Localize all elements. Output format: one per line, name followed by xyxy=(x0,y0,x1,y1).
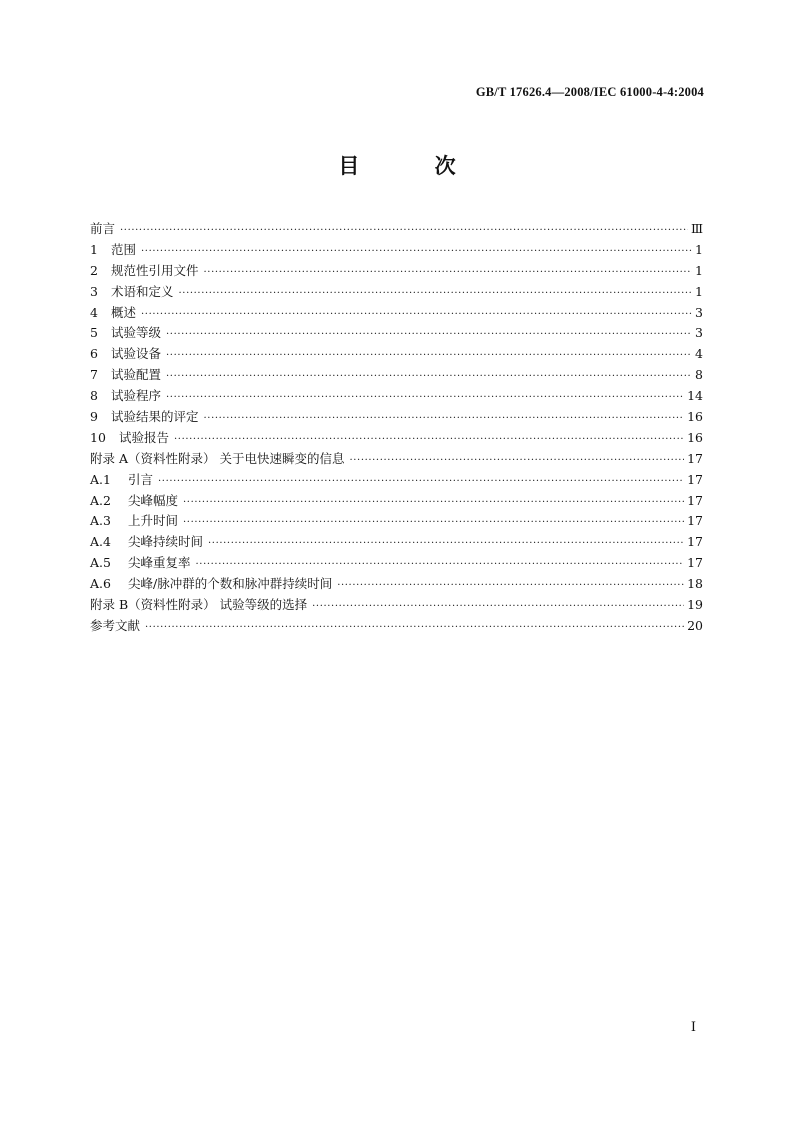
toc-entry[interactable] xyxy=(90,616,703,637)
toc-entry-number: A.6 xyxy=(90,576,111,592)
toc-leader-dots xyxy=(166,346,692,367)
toc-leader-dots xyxy=(120,221,688,242)
toc-entry-page: 3 xyxy=(695,304,703,320)
toc-entry-number: A.1 xyxy=(90,471,111,487)
toc-entry-title: 附录 B（资料性附录） 试验等级的选择 xyxy=(90,597,308,613)
toc-entry-page: 16 xyxy=(687,409,703,425)
toc-leader-dots xyxy=(141,242,692,263)
toc-entry-page: 3 xyxy=(695,325,703,341)
toc-entry-number: 7 xyxy=(90,367,98,383)
toc-entry[interactable] xyxy=(90,470,703,491)
toc-entry[interactable] xyxy=(90,365,703,386)
toc-entry-page: 8 xyxy=(695,367,703,383)
toc-entry-page: 4 xyxy=(695,346,703,362)
toc-leader-dots xyxy=(179,284,692,305)
toc-entry[interactable] xyxy=(90,449,703,470)
toc-entry-page: 19 xyxy=(687,597,703,613)
toc-entry-number: A.5 xyxy=(90,555,111,571)
toc-leader-dots xyxy=(183,513,684,534)
toc-entry-number: 5 xyxy=(90,325,98,341)
toc-entry[interactable] xyxy=(90,595,703,616)
toc-entry-page: 17 xyxy=(687,513,703,529)
standard-code: GB/T 17626.4—2008/IEC 61000-4-4:2004 xyxy=(475,85,704,99)
toc-leader-dots xyxy=(183,493,684,514)
toc-leader-dots xyxy=(166,325,692,346)
toc-entry-title: 引言 xyxy=(128,471,154,487)
toc-entry-number: 3 xyxy=(90,283,98,299)
toc-entry-number: A.4 xyxy=(90,534,111,550)
toc-entry-title: 尖峰/脉冲群的个数和脉冲群持续时间 xyxy=(128,576,333,592)
toc-entry-title: 附录 A（资料性附录） 关于电快速瞬变的信息 xyxy=(90,450,345,466)
toc-entry-title: 试验报告 xyxy=(119,429,170,445)
toc-leader-dots xyxy=(204,263,692,284)
toc-entry-page: 1 xyxy=(695,241,703,257)
toc-leader-dots xyxy=(312,597,684,618)
toc-entry-title: 前言 xyxy=(90,221,116,236)
toc-entry-page: 17 xyxy=(687,471,703,487)
toc-leader-dots xyxy=(196,555,685,576)
toc-entry[interactable] xyxy=(90,303,703,324)
toc-entry-number: A.2 xyxy=(90,492,111,508)
toc-entry-page: 17 xyxy=(687,492,703,508)
toc-entry-title: 尖峰幅度 xyxy=(128,492,179,508)
toc-entry-title: 尖峰重复率 xyxy=(128,555,191,571)
toc-entry-page: 18 xyxy=(687,576,703,592)
toc-entry-page: 1 xyxy=(695,262,703,278)
toc-entry-title: 上升时间 xyxy=(128,513,179,529)
toc-entry-page: 17 xyxy=(687,555,703,571)
toc-entry[interactable] xyxy=(90,511,703,532)
toc-entry[interactable] xyxy=(90,553,703,574)
toc-entry[interactable] xyxy=(90,323,703,344)
toc-entry-title: 试验设备 xyxy=(111,346,162,362)
toc-entry-page: 17 xyxy=(687,534,703,550)
toc-leader-dots xyxy=(166,388,684,409)
toc-entry-title: 概述 xyxy=(111,304,137,320)
table-of-contents xyxy=(90,219,703,637)
toc-entry-title: 试验程序 xyxy=(111,388,162,404)
toc-entry-number: A.3 xyxy=(90,513,111,529)
toc-entry-page: 14 xyxy=(687,388,703,404)
toc-entry[interactable] xyxy=(90,261,703,282)
toc-entry-number: 6 xyxy=(90,346,98,362)
toc-leader-dots xyxy=(204,409,685,430)
toc-entry-page: 20 xyxy=(687,617,703,633)
toc-entry-title: 试验等级 xyxy=(111,325,162,341)
page-title: 目 次 xyxy=(338,153,490,178)
toc-entry-number: 1 xyxy=(90,241,98,257)
toc-entry-number: 9 xyxy=(90,409,98,425)
toc-entry-page: Ⅲ xyxy=(690,221,703,236)
toc-leader-dots xyxy=(158,472,684,493)
toc-entry-title: 范围 xyxy=(111,241,137,257)
toc-entry-number: 8 xyxy=(90,388,98,404)
toc-entry-title: 试验结果的评定 xyxy=(111,409,199,425)
toc-entry[interactable] xyxy=(90,532,703,553)
toc-leader-dots xyxy=(349,451,684,472)
toc-leader-dots xyxy=(337,576,684,597)
toc-entry-number: 10 xyxy=(90,429,106,445)
toc-entry[interactable] xyxy=(90,428,703,449)
toc-leader-dots xyxy=(208,534,684,555)
toc-entry[interactable] xyxy=(90,491,703,512)
toc-entry[interactable] xyxy=(90,407,703,428)
toc-leader-dots xyxy=(166,367,692,388)
toc-leader-dots xyxy=(141,305,692,326)
toc-entry-page: 17 xyxy=(687,450,703,466)
toc-entry[interactable] xyxy=(90,386,703,407)
toc-leader-dots xyxy=(174,430,684,451)
toc-entry-title: 尖峰持续时间 xyxy=(128,534,204,550)
toc-entry[interactable] xyxy=(90,282,703,303)
toc-entry-number: 2 xyxy=(90,262,98,278)
toc-entry[interactable] xyxy=(90,219,703,240)
toc-entry[interactable] xyxy=(90,344,703,365)
toc-leader-dots xyxy=(145,618,684,639)
toc-entry-number: 4 xyxy=(90,304,98,320)
page-number: Ⅰ xyxy=(690,1020,696,1035)
toc-entry[interactable] xyxy=(90,574,703,595)
toc-entry[interactable] xyxy=(90,240,703,261)
toc-entry-page: 1 xyxy=(695,283,703,299)
toc-entry-title: 术语和定义 xyxy=(111,283,174,299)
toc-entry-title: 试验配置 xyxy=(111,367,162,383)
toc-entry-page: 16 xyxy=(687,429,703,445)
toc-entry-title: 参考文献 xyxy=(90,617,141,633)
toc-entry-title: 规范性引用文件 xyxy=(111,262,199,278)
